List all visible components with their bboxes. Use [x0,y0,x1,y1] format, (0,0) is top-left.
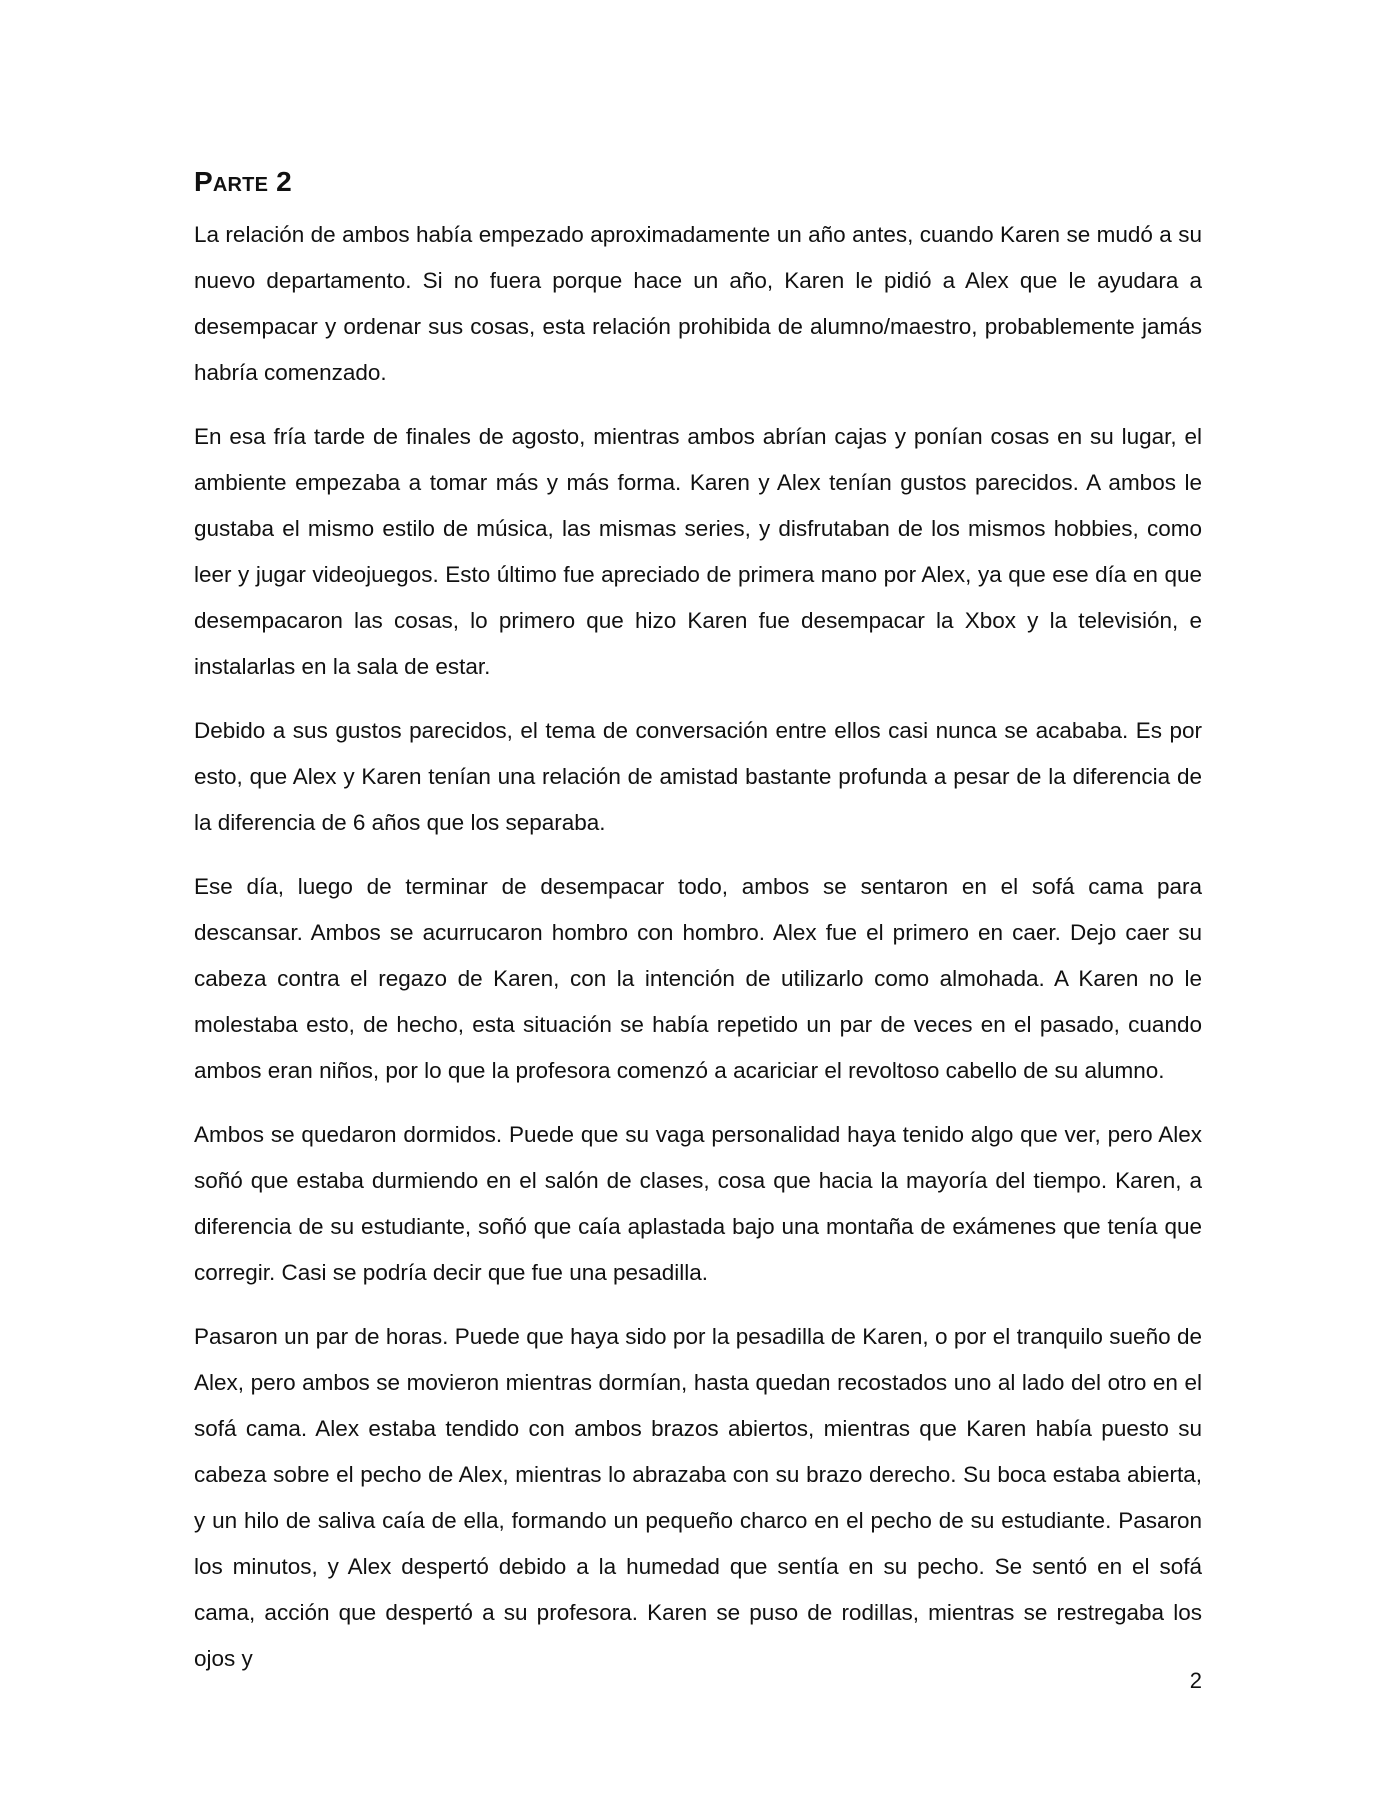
page-number: 2 [1189,1668,1202,1693]
paragraph-1: La relación de ambos había empezado aproximadamente un año antes, cuando Karen se mudó a su nuevo departamento. Si no fuera porque hace un año, Karen le pidió a Alex que le ayudara a desempacar y ordenar sus cosas, esta relación prohibida de alumno/maestro, probablemente jamás habría comenzado. [194,222,1202,385]
paragraph-3: Debido a sus gustos parecidos, el tema de conversación entre ellos casi nunca se acababa. Es por esto, que Alex y Karen tenían una relación de amistad bastante profunda a pesar de la diferencia de la diferencia de 6 años que los separaba. [194,718,1202,835]
section-heading: Parte 2 [194,166,292,197]
paragraph-4: Ese día, luego de terminar de desempacar todo, ambos se sentaron en el sofá cama para descansar. Ambos se acurrucaron hombro con hombro. Alex fue el primero en caer. Dejo caer su cabeza contra el regazo de Karen, con la intención de utilizarlo como almohada. A Karen no le molestaba esto, de hecho, esta situación se había repetido un par de veces en el pasado, cuando ambos eran niños, por lo que la profesora comenzó a acariciar el revoltoso cabello de su alumno. [194,874,1202,1083]
paragraph-5: Ambos se quedaron dormidos. Puede que su vaga personalidad haya tenido algo que ver, pero Alex soñó que estaba durmiendo en el salón de clases, cosa que hacia la mayoría del tiempo. Karen, a diferencia de su estudiante, soñó que caía aplastada bajo una montaña de exámenes que tenía que corregir. Casi se podría decir que fue una pesadilla. [194,1122,1202,1285]
paragraph-6: Pasaron un par de horas. Puede que haya sido por la pesadilla de Karen, o por el tranquilo sueño de Alex, pero ambos se movieron mientras dormían, hasta quedan recostados uno al lado del otro en el sofá cama. Alex estaba tendido con ambos brazos abiertos, mientras que Karen había puesto su cabeza sobre el pecho de Alex, mientras lo abrazaba con su brazo derecho. Su boca estaba abierta, y un hilo de saliva caía de ella, formando un pequeño charco en el pecho de su estudiante. Pasaron los minutos, y Alex despertó debido a la humedad que sentía en su pecho. Se sentó en el sofá cama, acción que despertó a su profesora. Karen se puso de rodillas, mientras se restregaba los ojos y [194,1324,1202,1671]
page-body [194,164,1202,1700]
paragraph-2: En esa fría tarde de finales de agosto, mientras ambos abrían cajas y ponían cosas en su lugar, el ambiente empezaba a tomar más y más forma. Karen y Alex tenían gustos parecidos. A ambos le gustaba el mismo estilo de música, las mismas series, y disfrutaban de los mismos hobbies, como leer y jugar videojuegos. Esto último fue apreciado de primera mano por Alex, ya que ese día en que desempacaron las cosas, lo primero que hizo Karen fue desempacar la Xbox y la televisión, e instalarlas en la sala de estar. [194,424,1202,679]
